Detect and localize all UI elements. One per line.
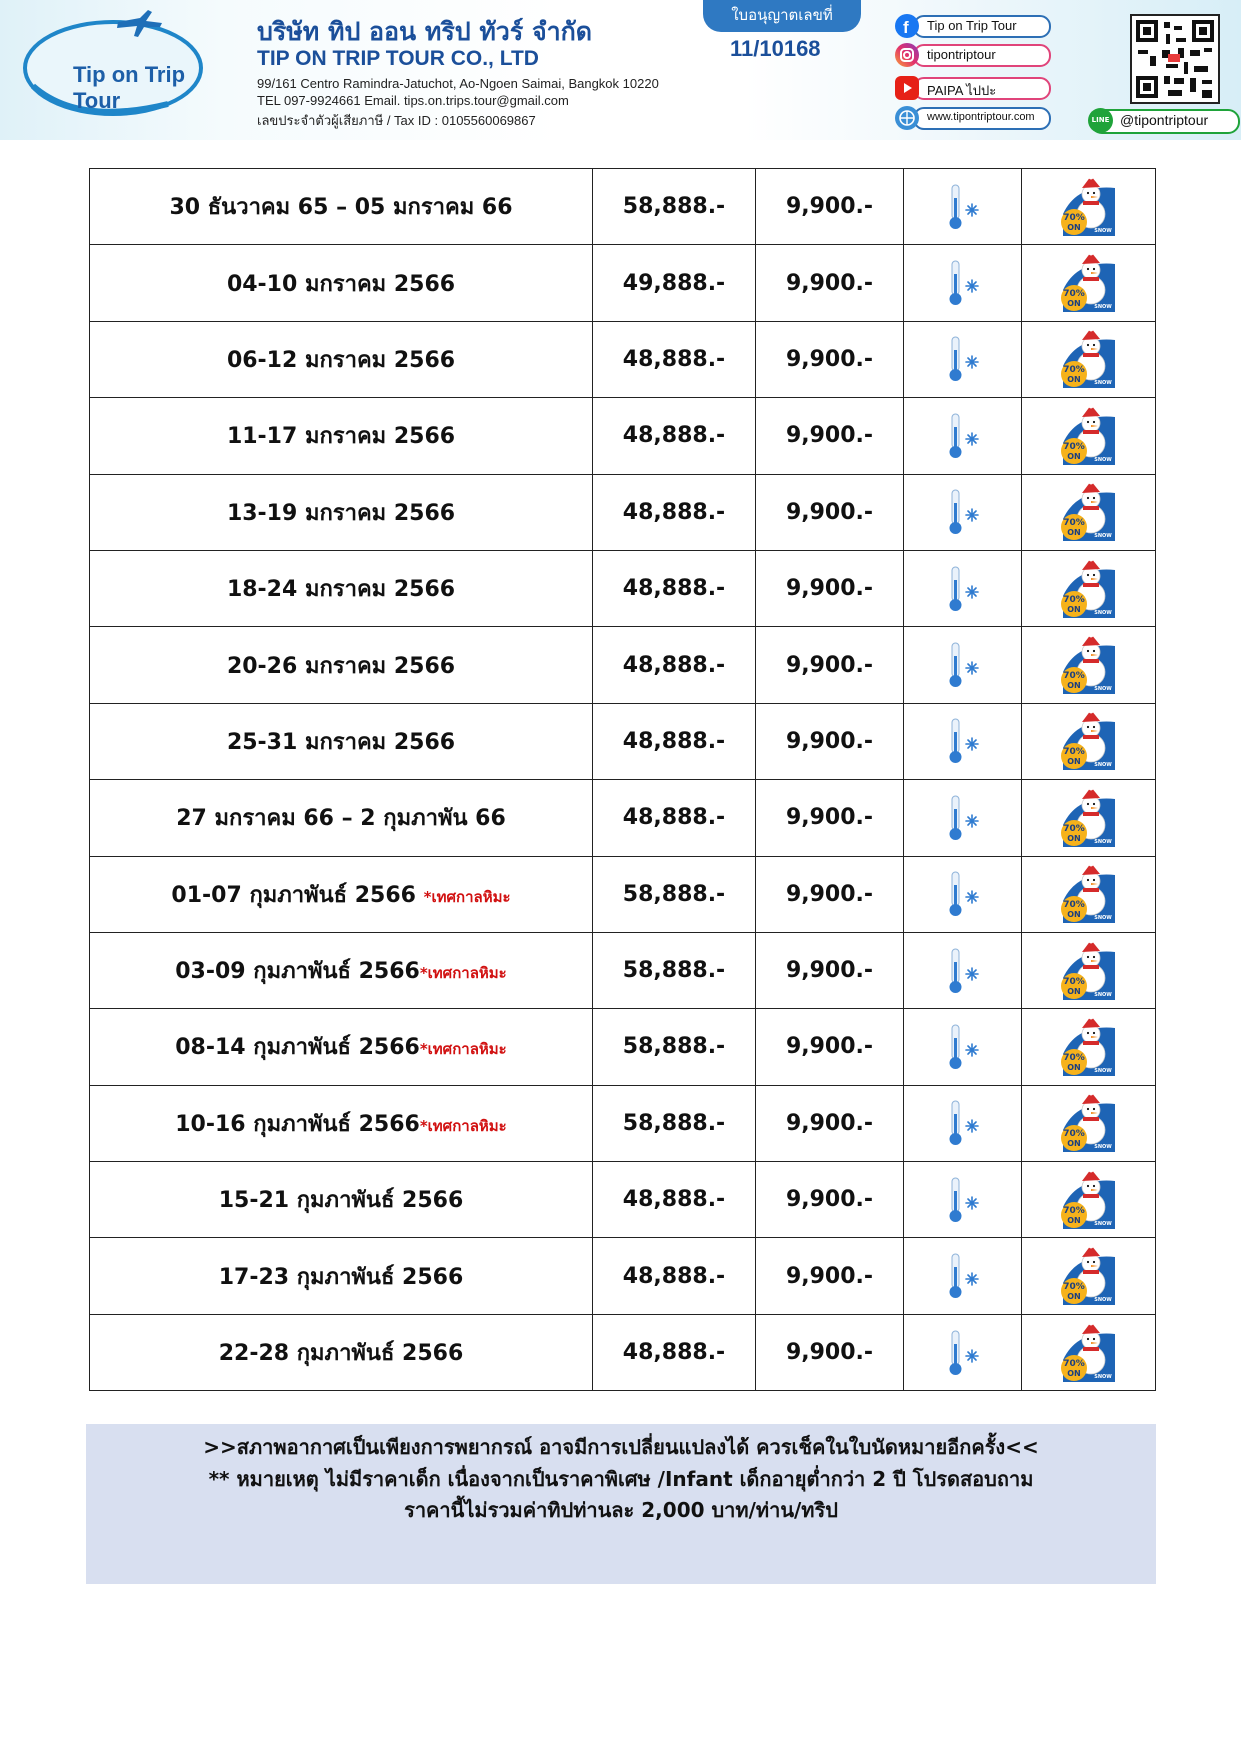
adult-price: 48,888.- <box>622 346 726 372</box>
snowman-snow-chance-icon <box>1057 1320 1121 1386</box>
adult-price: 58,888.- <box>622 1110 726 1136</box>
company-tax-id: เลขประจำตัวผู้เสียภาษี / Tax ID : 0105560069867 <box>257 113 536 128</box>
date-cell <box>90 780 593 856</box>
single-cell <box>756 1085 904 1161</box>
snow-chance-snow: SNOW <box>1093 304 1112 311</box>
table-row <box>90 856 1156 932</box>
thermometer-snow-icon <box>945 793 981 843</box>
temperature-cell <box>904 856 1022 932</box>
qr-code-icon <box>1132 16 1218 102</box>
travel-dates: 01-07 กุมภาพันธ์ 2566 <box>171 882 424 908</box>
temperature-cell <box>904 321 1022 397</box>
snowman-snow-chance-icon <box>1057 861 1121 927</box>
single-supplement: 9,900.- <box>785 881 874 907</box>
date-cell <box>90 245 593 321</box>
snow-chance-cell <box>1022 1162 1156 1238</box>
temperature-cell <box>904 703 1022 779</box>
snow-chance-cell <box>1022 245 1156 321</box>
license-label: ใบอนุญาตเลขที่ <box>703 0 861 32</box>
snow-chance-percent: 70% <box>1062 1205 1085 1216</box>
snowman-snow-chance-icon <box>1057 1243 1121 1309</box>
price-cell <box>593 398 756 474</box>
single-cell <box>756 856 904 932</box>
travel-dates: 17-23 กุมภาพันธ์ 2566 <box>218 1264 464 1290</box>
thermometer-snow-icon <box>945 411 981 461</box>
price-table-body <box>90 169 1156 1391</box>
snow-chance-percent: 70% <box>1062 1358 1085 1369</box>
company-name-english: TIP ON TRIP TOUR CO., LTD <box>257 47 539 70</box>
temperature-cell <box>904 398 1022 474</box>
snowman-snow-chance-icon <box>1057 785 1121 851</box>
snowman-snow-chance-icon <box>1057 1014 1121 1080</box>
single-cell <box>756 321 904 397</box>
snow-chance-on: ON <box>1066 1292 1081 1302</box>
table-row <box>90 703 1156 779</box>
snow-chance-cell <box>1022 1238 1156 1314</box>
snow-chance-snow: SNOW <box>1093 1297 1112 1304</box>
price-cell <box>593 627 756 703</box>
adult-price: 48,888.- <box>622 1263 726 1289</box>
temperature-cell <box>904 474 1022 550</box>
adult-price: 48,888.- <box>622 1187 726 1213</box>
snow-chance-cell <box>1022 550 1156 626</box>
temperature-cell <box>904 245 1022 321</box>
website-label: www.tipontriptour.com <box>927 111 1035 123</box>
adult-price: 58,888.- <box>622 881 726 907</box>
snow-chance-snow: SNOW <box>1093 762 1112 769</box>
travel-dates: 11-17 มกราคม 2566 <box>226 424 456 450</box>
snow-chance-percent: 70% <box>1062 823 1085 834</box>
snow-chance-snow: SNOW <box>1093 227 1112 234</box>
single-cell <box>756 474 904 550</box>
single-supplement: 9,900.- <box>785 958 874 984</box>
thermometer-snow-icon <box>945 1098 981 1148</box>
price-cell <box>593 932 756 1008</box>
thermometer-snow-icon <box>945 869 981 919</box>
festival-note: *เทศกาลหิมะ <box>419 1040 507 1059</box>
single-supplement: 9,900.- <box>785 1110 874 1136</box>
travel-dates: 20-26 มกราคม 2566 <box>226 653 456 679</box>
note-tip: ราคานี้ไม่รวมค่าทิปท่านละ 2,000 บาท/ท่าน/ทริป <box>404 1498 838 1522</box>
single-cell <box>756 1314 904 1390</box>
temperature-cell <box>904 1238 1022 1314</box>
snowman-snow-chance-icon <box>1057 556 1121 622</box>
travel-dates: 08-14 กุมภาพันธ์ 2566 <box>175 1035 420 1061</box>
snow-chance-percent: 70% <box>1062 594 1085 605</box>
logo-text: Tip on Trip Tour <box>73 62 186 113</box>
table-row <box>90 474 1156 550</box>
temperature-cell <box>904 627 1022 703</box>
single-cell <box>756 169 904 245</box>
travel-dates: 10-16 กุมภาพันธ์ 2566 <box>175 1111 420 1137</box>
single-supplement: 9,900.- <box>785 1263 874 1289</box>
temperature-cell <box>904 1009 1022 1085</box>
notes-box <box>86 1424 1156 1584</box>
company-name-thai: บริษัท ทิป ออน ทริป ทัวร์ จำกัด <box>257 17 593 46</box>
adult-price: 48,888.- <box>622 499 726 525</box>
table-row <box>90 1085 1156 1161</box>
snow-chance-cell <box>1022 627 1156 703</box>
snow-chance-percent: 70% <box>1062 289 1085 300</box>
price-cell <box>593 1085 756 1161</box>
price-cell <box>593 1162 756 1238</box>
temperature-cell <box>904 1162 1022 1238</box>
thermometer-snow-icon <box>945 946 981 996</box>
company-contact: TEL 097-9924661 Email. tips.on.trips.tour@gmail.com <box>257 93 569 108</box>
thermometer-snow-icon <box>945 487 981 537</box>
snow-chance-cell <box>1022 1085 1156 1161</box>
snow-chance-cell <box>1022 932 1156 1008</box>
snow-chance-percent: 70% <box>1062 671 1085 682</box>
single-supplement: 9,900.- <box>785 805 874 831</box>
social-facebook[interactable] <box>895 15 1050 36</box>
snow-chance-on: ON <box>1066 1368 1081 1378</box>
facebook-label: Tip on Trip Tour <box>927 18 1017 33</box>
date-cell <box>90 1238 593 1314</box>
temperature-cell <box>904 169 1022 245</box>
letterhead <box>0 0 1241 140</box>
adult-price: 48,888.- <box>622 1340 726 1366</box>
snow-chance-on: ON <box>1066 910 1081 920</box>
snow-chance-on: ON <box>1066 757 1081 767</box>
youtube-icon <box>895 76 919 100</box>
snow-chance-cell <box>1022 780 1156 856</box>
snow-chance-snow: SNOW <box>1093 1220 1112 1227</box>
single-cell <box>756 703 904 779</box>
table-row <box>90 550 1156 626</box>
price-cell <box>593 169 756 245</box>
single-supplement: 9,900.- <box>785 576 874 602</box>
temperature-cell <box>904 932 1022 1008</box>
date-cell <box>90 474 593 550</box>
thermometer-snow-icon <box>945 1022 981 1072</box>
facebook-icon <box>895 14 919 38</box>
snow-chance-cell <box>1022 1314 1156 1390</box>
single-supplement: 9,900.- <box>785 1340 874 1366</box>
snowman-snow-chance-icon <box>1057 403 1121 469</box>
adult-price: 48,888.- <box>622 423 726 449</box>
snow-chance-on: ON <box>1066 222 1081 232</box>
adult-price: 58,888.- <box>622 958 726 984</box>
snow-chance-percent: 70% <box>1062 900 1085 911</box>
travel-dates: 22-28 กุมภาพันธ์ 2566 <box>218 1341 464 1367</box>
single-supplement: 9,900.- <box>785 194 874 220</box>
snow-chance-cell <box>1022 398 1156 474</box>
company-address: 99/161 Centro Ramindra-Jatuchot, Ao-Ngoen Saimai, Bangkok 10220 <box>257 76 659 91</box>
qr-code <box>1130 14 1220 104</box>
price-cell <box>593 245 756 321</box>
snowman-snow-chance-icon <box>1057 326 1121 392</box>
snow-chance-cell <box>1022 474 1156 550</box>
single-supplement: 9,900.- <box>785 270 874 296</box>
snow-chance-cell <box>1022 321 1156 397</box>
thermometer-snow-icon <box>945 564 981 614</box>
snow-chance-snow: SNOW <box>1093 991 1112 998</box>
snow-chance-percent: 70% <box>1062 1129 1085 1140</box>
price-cell <box>593 1238 756 1314</box>
company-logo <box>18 8 218 128</box>
adult-price: 58,888.- <box>622 1034 726 1060</box>
globe-icon <box>895 106 919 130</box>
table-row <box>90 932 1156 1008</box>
snow-chance-on: ON <box>1066 986 1081 996</box>
snow-chance-snow: SNOW <box>1093 1144 1112 1151</box>
snowman-snow-chance-icon <box>1057 479 1121 545</box>
date-cell <box>90 627 593 703</box>
festival-note: *เทศกาลหิมะ <box>419 1116 507 1135</box>
note-child-price: ** หมายเหตุ ไม่มีราคาเด็ก เนื่องจากเป็นราคาพิเศษ /Infant เด็กอายุต่ำกว่า 2 ปี โปรดสอบถาม <box>208 1467 1034 1491</box>
snow-chance-snow: SNOW <box>1093 915 1112 922</box>
travel-dates: 13-19 มกราคม 2566 <box>226 500 456 526</box>
svg-text:f: f <box>903 18 909 37</box>
price-cell <box>593 780 756 856</box>
single-cell <box>756 780 904 856</box>
travel-dates: 04-10 มกราคม 2566 <box>226 271 456 297</box>
single-cell <box>756 932 904 1008</box>
snow-chance-percent: 70% <box>1062 365 1085 376</box>
snowman-snow-chance-icon <box>1057 1090 1121 1156</box>
thermometer-snow-icon <box>945 1251 981 1301</box>
price-cell <box>593 321 756 397</box>
price-cell <box>593 1314 756 1390</box>
adult-price: 48,888.- <box>622 576 726 602</box>
travel-dates: 15-21 กุมภาพันธ์ 2566 <box>218 1188 464 1214</box>
snowman-snow-chance-icon <box>1057 250 1121 316</box>
table-row <box>90 1162 1156 1238</box>
date-cell <box>90 1162 593 1238</box>
thermometer-snow-icon <box>945 1175 981 1225</box>
single-cell <box>756 1009 904 1085</box>
date-cell <box>90 1009 593 1085</box>
adult-price: 48,888.- <box>622 805 726 831</box>
snow-chance-on: ON <box>1066 299 1081 309</box>
table-row <box>90 245 1156 321</box>
instagram-icon <box>895 43 919 67</box>
table-row <box>90 1238 1156 1314</box>
thermometer-snow-icon <box>945 334 981 384</box>
snow-chance-percent: 70% <box>1062 518 1085 529</box>
snow-chance-cell <box>1022 856 1156 932</box>
date-cell <box>90 1085 593 1161</box>
table-row <box>90 627 1156 703</box>
single-cell <box>756 627 904 703</box>
line-app-icon: LINE <box>1088 108 1113 133</box>
snow-chance-cell <box>1022 1009 1156 1085</box>
snow-chance-snow: SNOW <box>1093 686 1112 693</box>
snow-chance-on: ON <box>1066 681 1081 691</box>
travel-dates: 30 ธันวาคม 65 – 05 มกราคม 66 <box>169 195 513 221</box>
date-cell <box>90 703 593 779</box>
single-cell <box>756 398 904 474</box>
date-cell <box>90 550 593 626</box>
table-row <box>90 1009 1156 1085</box>
thermometer-snow-icon <box>945 716 981 766</box>
instagram-label: tipontriptour <box>927 47 996 62</box>
date-cell <box>90 169 593 245</box>
single-cell <box>756 1162 904 1238</box>
thermometer-snow-icon <box>945 640 981 690</box>
date-cell <box>90 1314 593 1390</box>
festival-note: *เทศกาลหิมะ <box>419 964 507 983</box>
single-supplement: 9,900.- <box>785 499 874 525</box>
table-row <box>90 398 1156 474</box>
price-cell <box>593 856 756 932</box>
snow-chance-percent: 70% <box>1062 747 1085 758</box>
travel-dates: 03-09 กุมภาพันธ์ 2566 <box>175 959 420 985</box>
license-number: 11/10168 <box>730 36 821 61</box>
table-row <box>90 321 1156 397</box>
snow-chance-snow: SNOW <box>1093 533 1112 540</box>
date-cell <box>90 321 593 397</box>
snow-chance-percent: 70% <box>1062 441 1085 452</box>
single-supplement: 9,900.- <box>785 423 874 449</box>
snow-chance-snow: SNOW <box>1093 1373 1112 1380</box>
single-supplement: 9,900.- <box>785 652 874 678</box>
single-supplement: 9,900.- <box>785 1034 874 1060</box>
snow-chance-percent: 70% <box>1062 212 1085 223</box>
note-weather: >>สภาพอากาศเป็นเพียงการพยากรณ์ อาจมีการเปลี่ยนแปลงได้ ควรเช็คในใบนัดหมายอีกครั้ง<< <box>203 1435 1039 1459</box>
snow-chance-cell <box>1022 169 1156 245</box>
single-supplement: 9,900.- <box>785 346 874 372</box>
travel-dates: 27 มกราคม 66 – 2 กุมภาพัน 66 <box>176 806 506 832</box>
festival-note: *เทศกาลหิมะ <box>423 887 511 906</box>
snow-chance-on: ON <box>1066 375 1081 385</box>
price-cell <box>593 1009 756 1085</box>
adult-price: 58,888.- <box>622 194 726 220</box>
snow-chance-snow: SNOW <box>1093 1067 1112 1074</box>
snow-chance-percent: 70% <box>1062 1282 1085 1293</box>
snow-chance-on: ON <box>1066 604 1081 614</box>
price-table <box>89 168 1156 1391</box>
snowman-snow-chance-icon <box>1057 632 1121 698</box>
single-cell <box>756 1238 904 1314</box>
price-cell <box>593 474 756 550</box>
youtube-label: PAIPA ไปปะ <box>927 83 997 98</box>
single-supplement: 9,900.- <box>785 728 874 754</box>
snow-chance-on: ON <box>1066 833 1081 843</box>
adult-price: 48,888.- <box>622 728 726 754</box>
social-website[interactable] <box>895 107 1050 128</box>
single-supplement: 9,900.- <box>785 1187 874 1213</box>
snow-chance-snow: SNOW <box>1093 609 1112 616</box>
temperature-cell <box>904 1085 1022 1161</box>
single-cell <box>756 245 904 321</box>
social-instagram[interactable] <box>895 44 1050 65</box>
price-cell <box>593 703 756 779</box>
travel-dates: 18-24 มกราคม 2566 <box>226 577 456 603</box>
table-row <box>90 169 1156 245</box>
price-cell <box>593 550 756 626</box>
travel-dates: 06-12 มกราคม 2566 <box>226 347 456 373</box>
adult-price: 49,888.- <box>622 270 726 296</box>
snowman-snow-chance-icon <box>1057 1167 1121 1233</box>
date-cell <box>90 932 593 1008</box>
single-cell <box>756 550 904 626</box>
adult-price: 48,888.- <box>622 652 726 678</box>
snow-chance-percent: 70% <box>1062 976 1085 987</box>
snow-chance-on: ON <box>1066 1215 1081 1225</box>
snow-chance-cell <box>1022 703 1156 779</box>
snowman-snow-chance-icon <box>1057 174 1121 240</box>
temperature-cell <box>904 1314 1022 1390</box>
snowman-snow-chance-icon <box>1057 708 1121 774</box>
line-label: @tipontriptour <box>1120 112 1209 128</box>
snowman-snow-chance-icon <box>1057 938 1121 1004</box>
social-youtube[interactable] <box>895 77 1050 98</box>
snow-chance-on: ON <box>1066 451 1081 461</box>
date-cell <box>90 856 593 932</box>
thermometer-snow-icon <box>945 1328 981 1378</box>
thermometer-snow-icon <box>945 258 981 308</box>
table-row <box>90 780 1156 856</box>
travel-dates: 25-31 มกราคม 2566 <box>226 729 456 755</box>
snow-chance-on: ON <box>1066 1062 1081 1072</box>
temperature-cell <box>904 550 1022 626</box>
table-row <box>90 1314 1156 1390</box>
snow-chance-snow: SNOW <box>1093 838 1112 845</box>
snow-chance-snow: SNOW <box>1093 380 1112 387</box>
snow-chance-on: ON <box>1066 528 1081 538</box>
snow-chance-snow: SNOW <box>1093 456 1112 463</box>
snow-chance-on: ON <box>1066 1139 1081 1149</box>
date-cell <box>90 398 593 474</box>
thermometer-snow-icon <box>945 182 981 232</box>
snow-chance-percent: 70% <box>1062 1052 1085 1063</box>
temperature-cell <box>904 780 1022 856</box>
